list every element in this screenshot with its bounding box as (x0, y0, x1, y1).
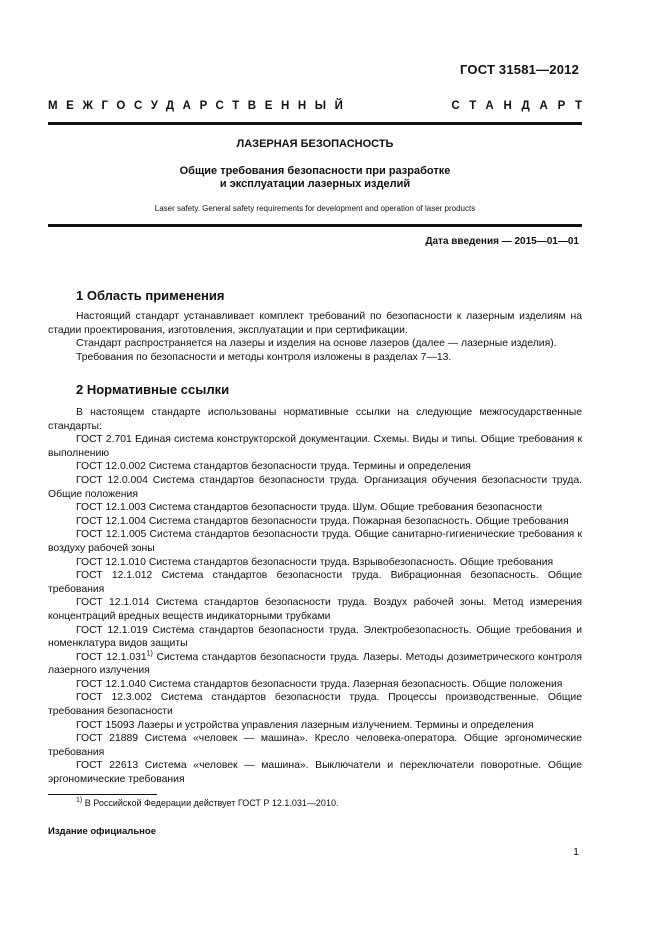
reference-item: ГОСТ 12.0.004 Система стандартов безопасности труда. Организация обучения безопасности труда. Общие положения (48, 474, 582, 500)
reference-item: ГОСТ 12.1.005 Система стандартов безопасности труда. Общие санитарно-гигиенические требования к воздуху рабочей зоны (48, 529, 582, 554)
footnote-marker: 1) (76, 797, 83, 804)
reference-item: ГОСТ 12.1.014 Система стандартов безопасности труда. Воздух рабочей зоны. Метод измерения концентраций вредных веществ индикаторными трубками (48, 597, 582, 622)
english-title: Laser safety. General safety requirements for development and operation of laser products (154, 204, 476, 213)
official-edition-label: Издание официальное (48, 826, 156, 837)
paragraph: Требования по безопасности и методы контроля изложены в разделах 7—13. (76, 351, 452, 363)
reference-item: ГОСТ 12.1.004 Система стандартов безопасности труда. Пожарная безопасность. Общие требования (76, 515, 569, 527)
section-2-heading: 2 Нормативные ссылки (76, 382, 230, 397)
interstate-standard-banner (48, 100, 592, 112)
reference-item: ГОСТ 21889 Система «человек — машина». Кресло человека-оператора. Общие эргономические требования (48, 733, 582, 758)
section-2-body (48, 406, 582, 787)
reference-item: ГОСТ 12.1.040 Система стандартов безопасности труда. Лазерная безопасность. Общие положения (76, 678, 563, 690)
document-number: ГОСТ 31581—2012 (460, 62, 579, 77)
page-number: 1 (573, 846, 579, 858)
footnote-rule (48, 794, 157, 795)
reference-item: ГОСТ 12.1.003 Система стандартов безопасности труда. Шум. Общие требования безопасности (76, 502, 543, 514)
reference-item: ГОСТ 12.1.012 Система стандартов безопасности труда. Вибрационная безопасность. Общие требования (48, 570, 582, 595)
standard-title: ЛАЗЕРНАЯ БЕЗОПАСНОСТЬ (236, 138, 394, 150)
bottom-title-rule (48, 224, 582, 227)
paragraph: Стандарт распространяется на лазеры и изделия на основе лазеров (далее — лазерные изделия). (76, 338, 557, 350)
reference-item: ГОСТ 12.3.002 Система стандартов безопасности труда. Процессы производственные. Общие требования безопасности (48, 692, 582, 718)
reference-item-with-footnote (48, 651, 582, 678)
reference-item: ГОСТ 12.0.002 Система стандартов безопасности труда. Термины и определения (76, 461, 471, 473)
reference-item: ГОСТ 12.1.010 Система стандартов безопасности труда. Взрывобезопасность. Общие требования (76, 556, 554, 568)
subtitle-line-2: и эксплуатации лазерных изделий (219, 178, 411, 190)
subtitle-line-1: Общие требования безопасности при разработке (179, 165, 451, 177)
banner-word-standard: СТАНДАРТ (451, 100, 592, 112)
reference-item: ГОСТ 15093 Лазеры и устройства управления лазерным излучением. Термины и определения (76, 719, 534, 731)
footnote (76, 798, 338, 808)
footnote-marker: 1) (146, 650, 153, 658)
section-1-body (48, 310, 582, 364)
introduction-date: Дата введения — 2015—01—01 (425, 236, 579, 247)
paragraph: Настоящий стандарт устанавливает комплект требований по безопасности к лазерным изделиям на стадии проектирования, изготовления, эксплуатации и при сертификации. (48, 311, 582, 336)
reference-item: ГОСТ 12.1.019 Система стандартов безопасности труда. Электробезопасность. Общие требования и номенклатура видов защиты (48, 624, 582, 650)
banner-word-interstate: МЕЖГОСУДАРСТВЕННЫЙ (48, 100, 352, 112)
paragraph: В настоящем стандарте использованы нормативные ссылки на следующие межгосударственные стандарты: (48, 407, 582, 432)
top-rule (48, 122, 582, 125)
reference-text: Система стандартов безопасности труда. Лазеры. Методы дозиметрического контроля лазерного излучения (48, 651, 583, 677)
reference-item: ГОСТ 22613 Система «человек — машина». Выключатели и переключатели поворотные. Общие эргономические требования (48, 760, 582, 786)
footnote-text: В Российской Федерации действует ГОСТ Р 12.1.031—2010. (82, 798, 339, 808)
section-1-heading: 1 Область применения (76, 288, 225, 303)
standard-subtitle (48, 165, 582, 191)
reference-item: ГОСТ 2.701 Единая система конструкторской документации. Схемы. Виды и типы. Общие требования к выполнению (48, 434, 582, 459)
reference-code: ГОСТ 12.1.031 (76, 651, 147, 663)
